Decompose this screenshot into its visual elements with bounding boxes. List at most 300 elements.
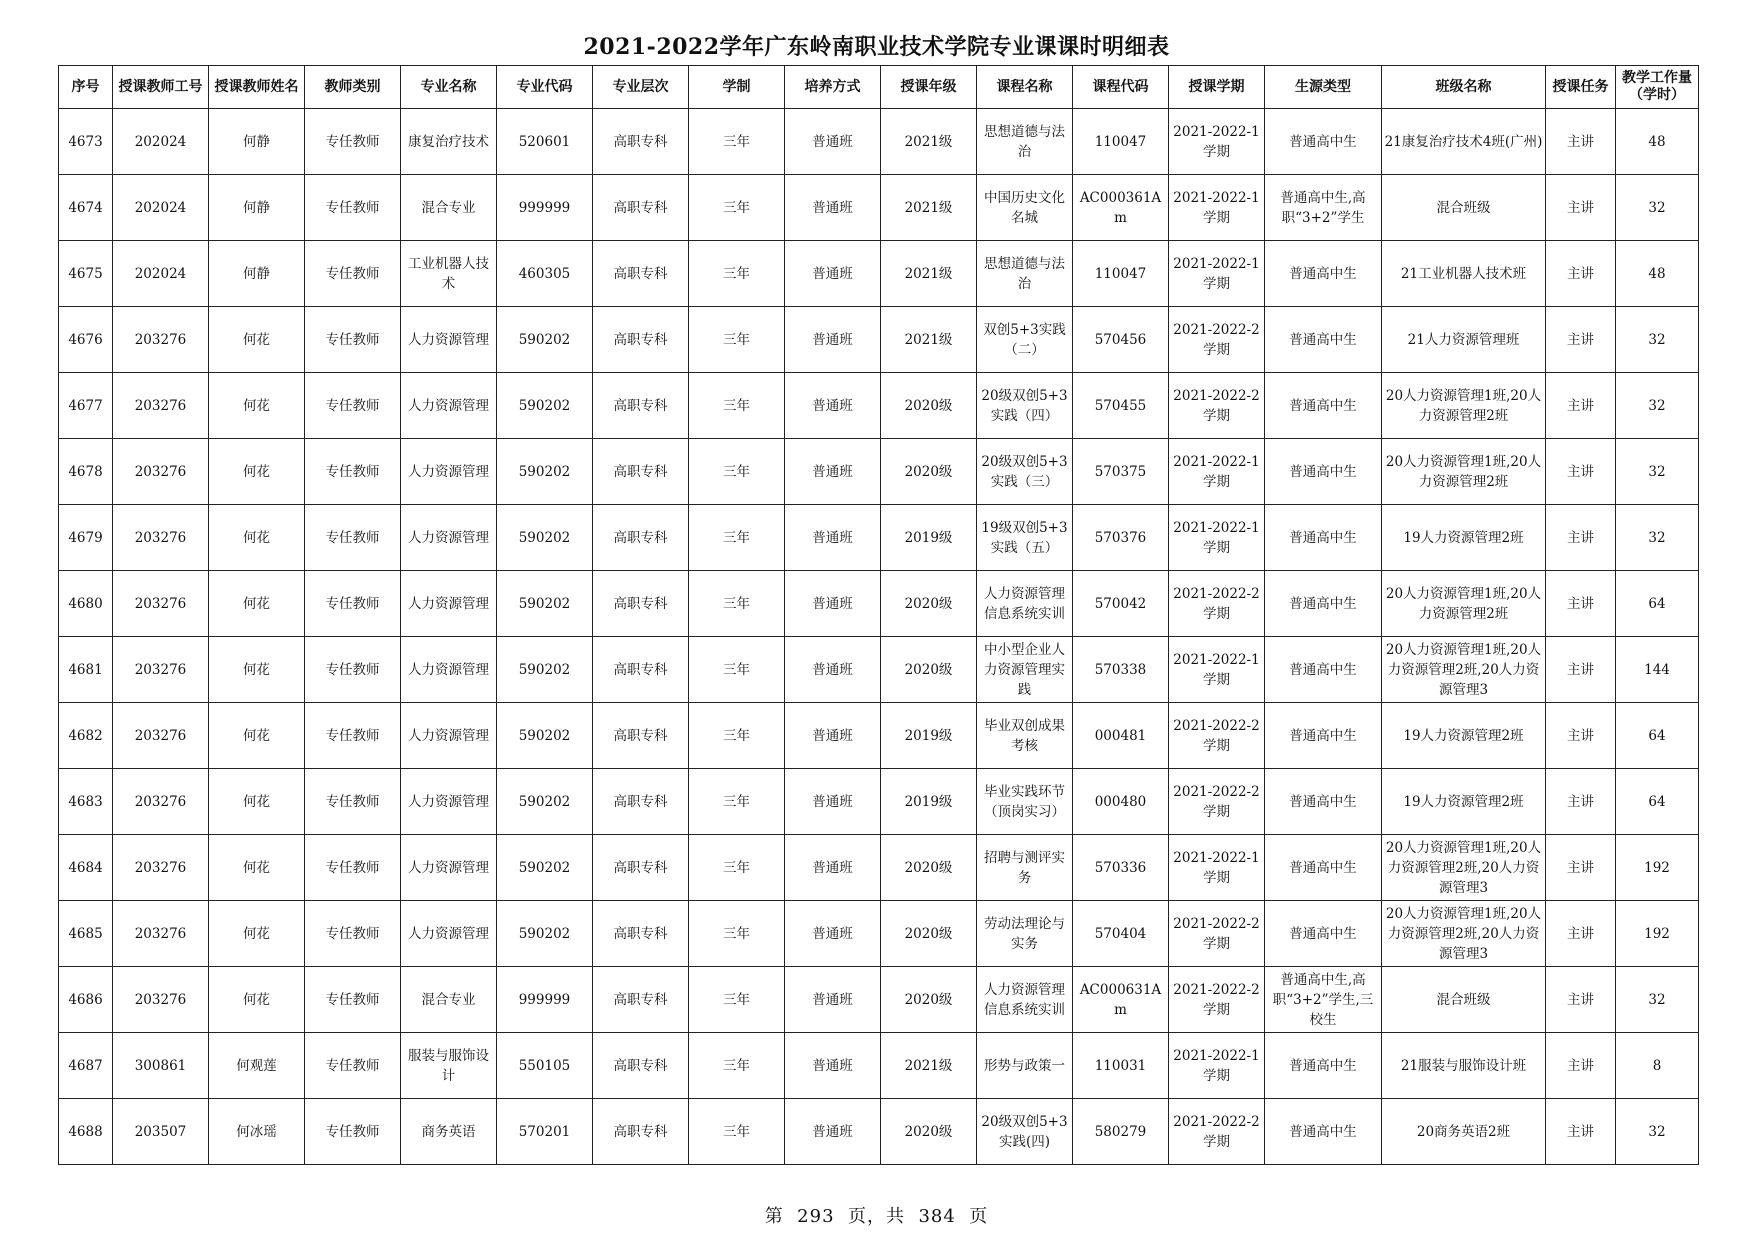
cell-text: 人力资源管理: [408, 463, 489, 480]
table-cell: [401, 835, 497, 901]
table-cell: [113, 901, 209, 967]
table-cell: [1382, 1099, 1546, 1165]
column-header: 授课学期: [1169, 66, 1265, 109]
table-cell: [977, 373, 1073, 439]
table-cell: [1073, 703, 1169, 769]
table-cell: [1382, 505, 1546, 571]
table-cell: [59, 637, 113, 703]
cell-text: 何花: [243, 529, 270, 546]
table-cell: [785, 109, 881, 175]
cell-text: 203276: [134, 397, 187, 414]
table-cell: [1073, 571, 1169, 637]
table-cell: [1546, 637, 1616, 703]
cell-text: 普通班: [812, 529, 853, 546]
table-row: [59, 1033, 1699, 1099]
cell-text: 普通班: [812, 199, 853, 216]
cell-text: 203276: [134, 925, 187, 942]
table-cell: [1073, 241, 1169, 307]
table-cell: [1616, 637, 1699, 703]
table-cell: [593, 1033, 689, 1099]
table-cell: [1265, 1033, 1382, 1099]
table-cell: [209, 505, 305, 571]
table-cell: [1169, 241, 1265, 307]
cell-text: 32: [1648, 331, 1666, 348]
cell-text: 590202: [518, 925, 571, 942]
cell-text: 64: [1648, 595, 1666, 612]
cell-text: 普通高中生: [1289, 133, 1357, 150]
table-cell: [785, 703, 881, 769]
table-cell: [689, 967, 785, 1033]
cell-text: 2021-2022-2学期: [1173, 321, 1260, 358]
table-cell: [689, 307, 785, 373]
table-cell: [881, 835, 977, 901]
table-cell: [113, 439, 209, 505]
cell-text: 专任教师: [325, 1123, 380, 1140]
table-cell: [497, 1099, 593, 1165]
column-header: 序号: [59, 66, 113, 109]
cell-text: 三年: [723, 529, 750, 546]
table-cell: [305, 901, 401, 967]
table-cell: [1616, 505, 1699, 571]
cell-text: 20级双创5+3实践（四）: [981, 387, 1068, 424]
cell-text: 460305: [518, 265, 571, 282]
cell-text: 主讲: [1567, 529, 1594, 546]
cell-text: 2021级: [904, 133, 953, 150]
cell-text: 203276: [134, 595, 187, 612]
table-cell: [497, 769, 593, 835]
column-header: 生源类型: [1265, 66, 1382, 109]
cell-text: 主讲: [1567, 727, 1594, 744]
cell-text: 4687: [68, 1057, 103, 1074]
cell-text: 20人力资源管理1班,20人力资源管理2班: [1385, 453, 1542, 490]
table-cell: [593, 967, 689, 1033]
cell-text: 混合班级: [1436, 199, 1491, 216]
cell-text: 590202: [518, 397, 571, 414]
cell-text: 专任教师: [325, 991, 380, 1008]
cell-text: 19人力资源管理2班: [1403, 793, 1524, 810]
cell-text: 48: [1648, 133, 1666, 150]
table-cell: [1265, 1099, 1382, 1165]
table-cell: [689, 109, 785, 175]
cell-text: 590202: [518, 727, 571, 744]
table-cell: [1616, 901, 1699, 967]
cell-text: 何花: [243, 727, 270, 744]
table-cell: [1265, 901, 1382, 967]
column-header: 课程名称: [977, 66, 1073, 109]
column-header: 学制: [689, 66, 785, 109]
cell-text: 高职专科: [613, 925, 668, 942]
table-row: [59, 901, 1699, 967]
cell-text: 何花: [243, 925, 270, 942]
cell-text: 普通高中生,高职“3+2”学生,三校生: [1272, 971, 1374, 1028]
table-cell: [305, 439, 401, 505]
cell-text: 人力资源管理信息系统实训: [984, 981, 1065, 1018]
cell-text: 110047: [1094, 133, 1147, 150]
table-cell: [1616, 1033, 1699, 1099]
cell-text: 普通高中生: [1289, 265, 1357, 282]
cell-text: 203276: [134, 727, 187, 744]
table-cell: [401, 109, 497, 175]
table-cell: [1616, 835, 1699, 901]
table-row: [59, 571, 1699, 637]
table-cell: [1169, 175, 1265, 241]
cell-text: 专任教师: [325, 595, 380, 612]
cell-text: 主讲: [1567, 595, 1594, 612]
table-cell: [1169, 373, 1265, 439]
table-row: [59, 769, 1699, 835]
cell-text: 203507: [134, 1123, 187, 1140]
table-cell: [113, 505, 209, 571]
table-cell: [1616, 703, 1699, 769]
cell-text: 人力资源管理: [408, 331, 489, 348]
cell-text: 三年: [723, 463, 750, 480]
table-cell: [785, 505, 881, 571]
table-cell: [401, 571, 497, 637]
cell-text: 570042: [1094, 595, 1147, 612]
cell-text: 何花: [243, 793, 270, 810]
cell-text: 普通高中生: [1289, 331, 1357, 348]
cell-text: 48: [1648, 265, 1666, 282]
table-cell: [785, 571, 881, 637]
cell-text: 人力资源管理: [408, 925, 489, 942]
table-cell: [1382, 439, 1546, 505]
table-row: [59, 307, 1699, 373]
table-cell: [209, 1033, 305, 1099]
table-cell: [1382, 769, 1546, 835]
table-cell: [209, 373, 305, 439]
table-cell: [977, 967, 1073, 1033]
cell-text: 普通班: [812, 397, 853, 414]
cell-text: 主讲: [1567, 265, 1594, 282]
cell-text: 590202: [518, 463, 571, 480]
cell-text: 专任教师: [325, 925, 380, 942]
table-cell: [1265, 373, 1382, 439]
table-cell: [1265, 769, 1382, 835]
cell-text: 高职专科: [613, 265, 668, 282]
table-cell: [785, 901, 881, 967]
cell-text: 普通班: [812, 793, 853, 810]
table-cell: [1169, 109, 1265, 175]
table-cell: [113, 373, 209, 439]
footer-prefix: 第: [764, 1206, 784, 1227]
cell-text: 4675: [68, 265, 103, 282]
cell-text: 何花: [243, 991, 270, 1008]
cell-text: 590202: [518, 529, 571, 546]
table-cell: [113, 109, 209, 175]
table-cell: [1265, 637, 1382, 703]
table-cell: [593, 769, 689, 835]
table-cell: [1169, 1099, 1265, 1165]
table-header-row: [59, 66, 1699, 109]
table-cell: [209, 901, 305, 967]
table-cell: [977, 505, 1073, 571]
cell-text: 康复治疗技术: [408, 133, 489, 150]
table-cell: [881, 505, 977, 571]
table-cell: [59, 967, 113, 1033]
table-cell: [881, 901, 977, 967]
cell-text: 普通高中生: [1289, 397, 1357, 414]
table-cell: [497, 637, 593, 703]
table-cell: [305, 769, 401, 835]
cell-text: 高职专科: [613, 529, 668, 546]
cell-text: 21工业机器人技术班: [1400, 265, 1527, 282]
cell-text: 4678: [68, 463, 103, 480]
table-cell: [59, 835, 113, 901]
table-cell: [1265, 703, 1382, 769]
cell-text: 4688: [68, 1123, 103, 1140]
table-cell: [1073, 175, 1169, 241]
table-cell: [977, 835, 1073, 901]
column-header: 授课年级: [881, 66, 977, 109]
cell-text: 21服装与服饰设计班: [1400, 1057, 1527, 1074]
cell-text: 高职专科: [613, 661, 668, 678]
table-cell: [113, 571, 209, 637]
table-cell: [1073, 307, 1169, 373]
table-cell: [1265, 109, 1382, 175]
cell-text: 双创5+3实践（二）: [983, 321, 1066, 358]
cell-text: 32: [1648, 1123, 1666, 1140]
table-cell: [209, 439, 305, 505]
table-cell: [785, 307, 881, 373]
cell-text: 21康复治疗技术4班(广州): [1384, 133, 1543, 150]
table-cell: [881, 373, 977, 439]
cell-text: 三年: [723, 331, 750, 348]
cell-text: 高职专科: [613, 991, 668, 1008]
cell-text: 专任教师: [325, 133, 380, 150]
table-cell: [1265, 175, 1382, 241]
cell-text: 人力资源管理: [408, 397, 489, 414]
footer-middle: 页，共: [848, 1206, 905, 1227]
table-cell: [977, 1033, 1073, 1099]
cell-text: 三年: [723, 925, 750, 942]
table-cell: [881, 571, 977, 637]
cell-text: 2020级: [904, 1123, 953, 1140]
cell-text: 高职专科: [613, 397, 668, 414]
cell-text: 思想道德与法治: [984, 255, 1065, 292]
cell-text: 高职专科: [613, 133, 668, 150]
cell-text: 高职专科: [613, 331, 668, 348]
cell-text: 何花: [243, 463, 270, 480]
cell-text: 4676: [68, 331, 103, 348]
table-cell: [785, 175, 881, 241]
column-header: 培养方式: [785, 66, 881, 109]
cell-text: 何花: [243, 331, 270, 348]
cell-text: 专任教师: [325, 199, 380, 216]
table-cell: [689, 175, 785, 241]
cell-text: 4673: [68, 133, 103, 150]
total-page-count: 384: [918, 1206, 956, 1227]
table-cell: [1169, 835, 1265, 901]
table-cell: [497, 241, 593, 307]
cell-text: 20级双创5+3实践(四): [981, 1113, 1068, 1150]
cell-text: 110047: [1094, 265, 1147, 282]
table-cell: [1073, 109, 1169, 175]
cell-text: 19人力资源管理2班: [1403, 727, 1524, 744]
table-cell: [881, 967, 977, 1033]
cell-text: 三年: [723, 727, 750, 744]
table-cell: [113, 967, 209, 1033]
cell-text: 三年: [723, 1123, 750, 1140]
table-cell: [593, 505, 689, 571]
table-cell: [977, 769, 1073, 835]
table-cell: [977, 307, 1073, 373]
cell-text: 4685: [68, 925, 103, 942]
table-row: [59, 439, 1699, 505]
cell-text: 2021-2022-2学期: [1173, 1113, 1260, 1150]
column-header: 课程代码: [1073, 66, 1169, 109]
cell-text: 高职专科: [613, 793, 668, 810]
table-cell: [593, 637, 689, 703]
table-cell: [113, 307, 209, 373]
cell-text: 何花: [243, 397, 270, 414]
cell-text: 20人力资源管理1班,20人力资源管理2班: [1385, 585, 1542, 622]
table-cell: [881, 307, 977, 373]
table-cell: [305, 571, 401, 637]
cell-text: 混合专业: [421, 199, 476, 216]
table-cell: [977, 571, 1073, 637]
table-cell: [1546, 835, 1616, 901]
cell-text: 2021-2022-1学期: [1173, 519, 1260, 556]
course-hours-table: [58, 65, 1699, 1165]
table-row: [59, 373, 1699, 439]
table-cell: [1382, 835, 1546, 901]
cell-text: 何冰瑶: [236, 1123, 277, 1140]
table-cell: [59, 439, 113, 505]
cell-text: 4686: [68, 991, 103, 1008]
cell-text: 普通班: [812, 859, 853, 876]
cell-text: 三年: [723, 397, 750, 414]
cell-text: 19级双创5+3实践（五）: [981, 519, 1068, 556]
table-cell: [209, 241, 305, 307]
table-cell: [1073, 901, 1169, 967]
cell-text: 2021级: [904, 199, 953, 216]
table-cell: [689, 835, 785, 901]
table-cell: [977, 637, 1073, 703]
table-cell: [1616, 769, 1699, 835]
cell-text: 人力资源管理: [408, 727, 489, 744]
cell-text: 主讲: [1567, 331, 1594, 348]
cell-text: 三年: [723, 1057, 750, 1074]
cell-text: 劳动法理论与实务: [984, 915, 1065, 952]
cell-text: 三年: [723, 859, 750, 876]
table-cell: [401, 901, 497, 967]
table-cell: [689, 241, 785, 307]
table-cell: [497, 835, 593, 901]
cell-text: 普通高中生: [1289, 1057, 1357, 1074]
table-body: [59, 109, 1699, 1165]
cell-text: 普通班: [812, 1057, 853, 1074]
cell-text: 999999: [518, 991, 571, 1008]
table-cell: [59, 1033, 113, 1099]
cell-text: 专任教师: [325, 727, 380, 744]
table-cell: [305, 1099, 401, 1165]
table-cell: [1546, 769, 1616, 835]
cell-text: 570336: [1094, 859, 1147, 876]
table-cell: [785, 1099, 881, 1165]
table-cell: [497, 175, 593, 241]
cell-text: 203276: [134, 331, 187, 348]
column-header: 专业层次: [593, 66, 689, 109]
table-cell: [59, 703, 113, 769]
cell-text: 工业机器人技术: [408, 255, 489, 292]
cell-text: 普通高中生,高职“3+2”学生: [1280, 189, 1366, 226]
cell-text: 590202: [518, 793, 571, 810]
table-cell: [881, 241, 977, 307]
cell-text: 普通高中生: [1289, 793, 1357, 810]
table-cell: [113, 703, 209, 769]
table-row: [59, 505, 1699, 571]
table-cell: [305, 1033, 401, 1099]
cell-text: 三年: [723, 265, 750, 282]
cell-text: 普通高中生: [1289, 727, 1357, 744]
cell-text: 专任教师: [325, 661, 380, 678]
cell-text: 专任教师: [325, 1057, 380, 1074]
cell-text: 普通班: [812, 1123, 853, 1140]
table-cell: [1382, 307, 1546, 373]
table-cell: [305, 175, 401, 241]
table-cell: [1616, 571, 1699, 637]
column-header: 专业名称: [401, 66, 497, 109]
cell-text: 202024: [134, 199, 187, 216]
cell-text: 2019级: [904, 727, 953, 744]
table-cell: [497, 109, 593, 175]
table-cell: [1382, 967, 1546, 1033]
cell-text: 专任教师: [325, 331, 380, 348]
table-cell: [1546, 109, 1616, 175]
table-cell: [1616, 175, 1699, 241]
cell-text: 服装与服饰设计: [408, 1047, 489, 1084]
table-cell: [689, 637, 785, 703]
cell-text: 21人力资源管理班: [1407, 331, 1520, 348]
table-cell: [1382, 637, 1546, 703]
table-cell: [881, 1033, 977, 1099]
table-cell: [401, 967, 497, 1033]
cell-text: 4674: [68, 199, 103, 216]
table-cell: [785, 967, 881, 1033]
table-cell: [1616, 373, 1699, 439]
cell-text: 普通高中生: [1289, 1123, 1357, 1140]
cell-text: 人力资源管理: [408, 793, 489, 810]
cell-text: 专任教师: [325, 793, 380, 810]
cell-text: 570201: [518, 1123, 571, 1140]
cell-text: 普通高中生: [1289, 529, 1357, 546]
cell-text: 590202: [518, 859, 571, 876]
cell-text: 混合班级: [1436, 991, 1491, 1008]
cell-text: 2020级: [904, 925, 953, 942]
cell-text: 人力资源管理: [408, 661, 489, 678]
cell-text: 4680: [68, 595, 103, 612]
table-cell: [1169, 769, 1265, 835]
table-cell: [593, 835, 689, 901]
cell-text: 2021-2022-2学期: [1173, 981, 1260, 1018]
table-cell: [1073, 505, 1169, 571]
table-cell: [1546, 175, 1616, 241]
table-cell: [401, 241, 497, 307]
table-cell: [1265, 241, 1382, 307]
cell-text: 202024: [134, 133, 187, 150]
table-cell: [977, 1099, 1073, 1165]
table-cell: [401, 769, 497, 835]
cell-text: 203276: [134, 529, 187, 546]
table-cell: [1546, 241, 1616, 307]
cell-text: 570376: [1094, 529, 1147, 546]
cell-text: 20商务英语2班: [1416, 1123, 1511, 1140]
cell-text: 混合专业: [421, 991, 476, 1008]
cell-text: 普通高中生: [1289, 463, 1357, 480]
table-cell: [689, 505, 785, 571]
cell-text: 毕业实践环节（顶岗实习）: [984, 783, 1065, 820]
cell-text: 2021-2022-1学期: [1173, 651, 1260, 688]
